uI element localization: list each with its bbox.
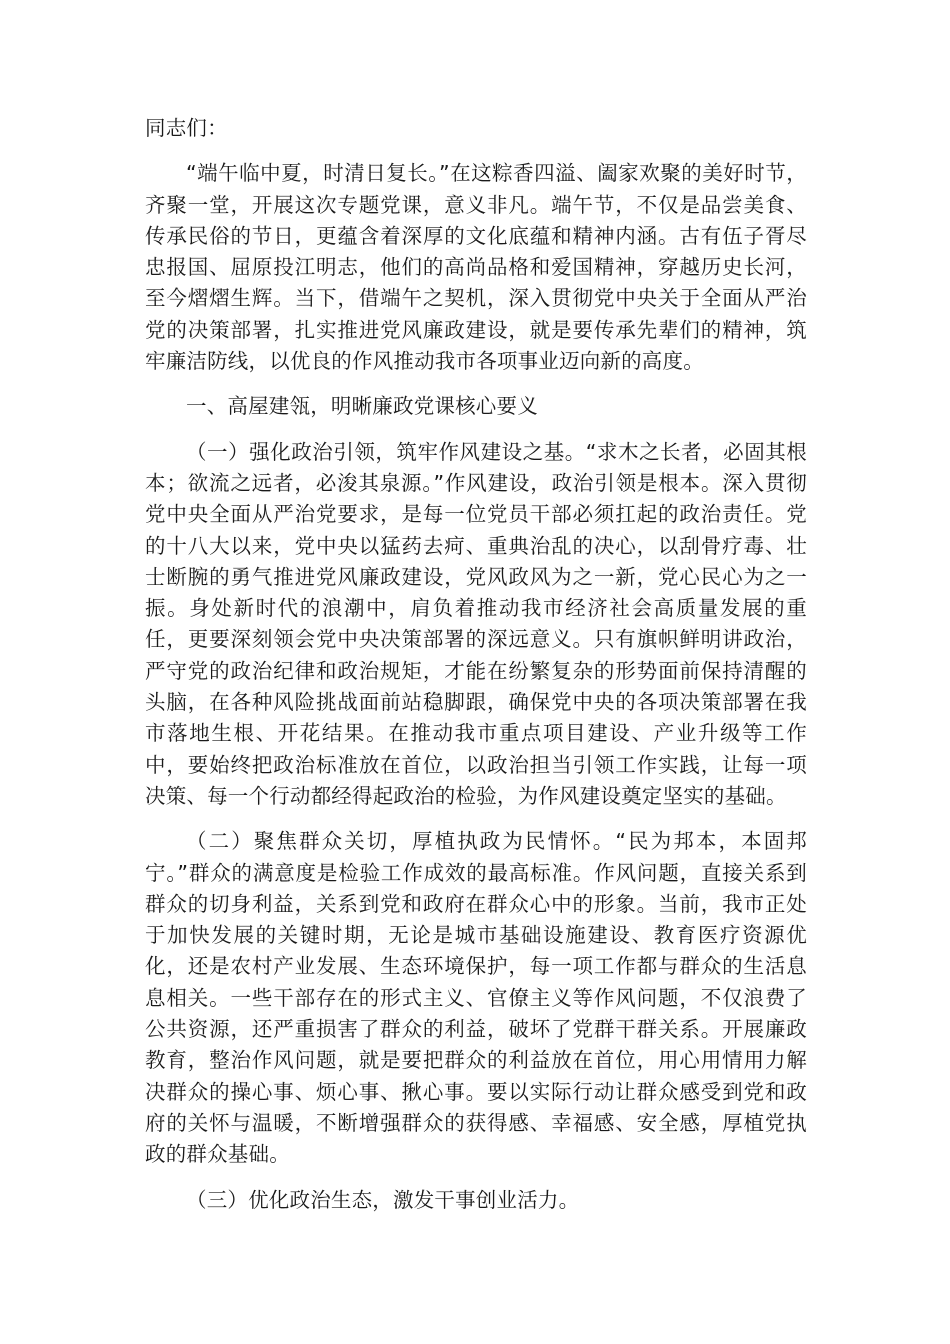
section-heading-1: 一、高屋建瓴，明晰廉政党课核心要义	[186, 394, 538, 419]
subsection-paragraph-1: （一）强化政治引领，筑牢作风建设之基。“求木之长者，必固其根本；欲流之远者，必浚其泉源。”作风建设，政治引领是根本。深入贯彻党中央全面从严治党要求，是每一位党员干部必须扛起的政治责任。党的十八大以来，党中央以猛药去疴、重典治乱的决心，以刮骨疗毒、壮士断腕的勇气推进党风廉政建设，党风政风为之一新，党心民心为之一振。身处新时代的浪潮中，肩负着推动我市经济社会高质量发展的重任，更要深刻领会党中央决策部署的深远意义。只有旗帜鲜明讲政治，严守党的政治纪律和政治规矩，才能在纷繁复杂的形势面前保持清醒的头脑，在各种风险挑战面前站稳脚跟，确保党中央的各项决策部署在我市落地生根、开花结果。在推动我市重点项目建设、产业升级等工作中，要始终把政治标准放在首位，以政治担当引领工作实践，让每一项决策、每一个行动都经得起政治的检验，为作风建设奠定坚实的基础。	[145, 439, 807, 808]
intro-paragraph: “端午临中夏，时清日复长。”在这粽香四溢、阖家欢聚的美好时节，齐聚一堂，开展这次专题党课，意义非凡。端午节，不仅是品尝美食、传承民俗的节日，更蕴含着深厚的文化底蕴和精神内涵。古有伍子胥尽忠报国、屈原投江明志，他们的高尚品格和爱国精神，穿越历史长河，至今熠熠生辉。当下，借端午之契机，深入贯彻党中央关于全面从严治党的决策部署，扎实推进党风廉政建设，就是要传承先辈们的精神，筑牢廉洁防线，以优良的作风推动我市各项事业迈向新的高度。	[145, 161, 807, 374]
subsection-heading-3: （三）优化政治生态，激发干事创业活力。	[186, 1187, 580, 1212]
subsection-paragraph-2: （二）聚焦群众关切，厚植执政为民情怀。“民为邦本，本固邦宁。”群众的满意度是检验工作成效的最高标准。作风问题，直接关系到群众的切身利益，关系到党和政府在群众心中的形象。当前，我市正处于加快发展的关键时期，无论是城市基础设施建设、教育医疗资源优化，还是农村产业发展、生态环境保护，每一项工作都与群众的生活息息相关。一些干部存在的形式主义、官僚主义等作风问题，不仅浪费了公共资源，还严重损害了群众的利益，破坏了党群干群关系。开展廉政教育，整治作风问题，就是要把群众的利益放在首位，用心用情用力解决群众的操心事、烦心事、揪心事。要以实际行动让群众感受到党和政府的关怀与温暖，不断增强群众的获得感、幸福感、安全感，厚植党执政的群众基础。	[145, 829, 807, 1167]
document-body	[145, 113, 807, 1216]
greeting: 同志们：	[145, 116, 228, 140]
